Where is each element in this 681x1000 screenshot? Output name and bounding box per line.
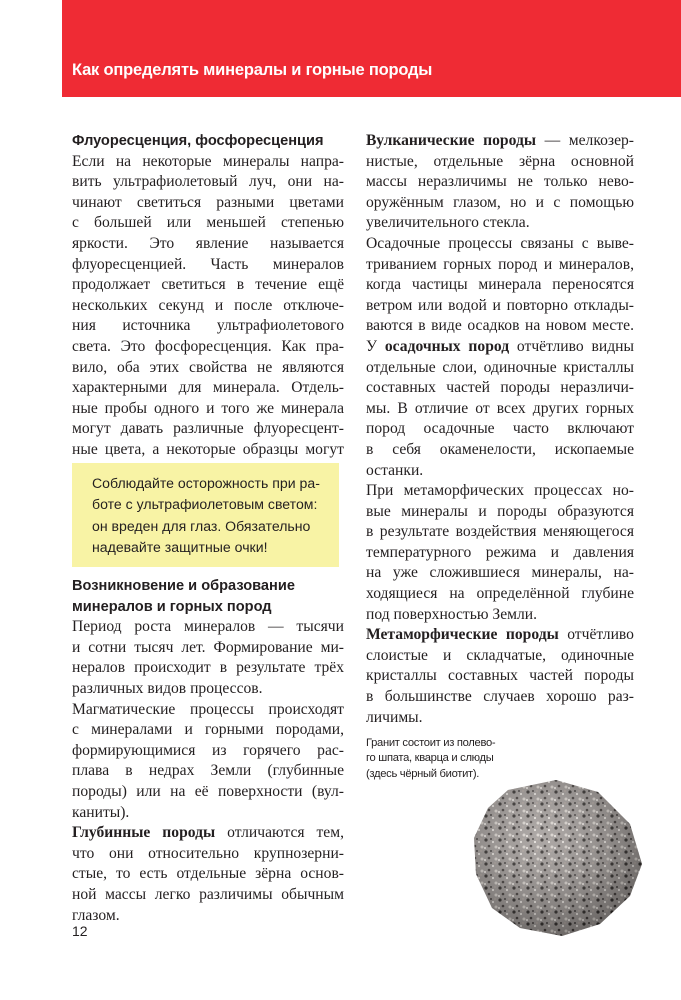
uv-warning-box	[72, 463, 339, 567]
caption-line: (здесь чёрный биотит).	[366, 767, 480, 780]
text-line: на уже сложившиеся минералы, на-	[366, 564, 634, 582]
text-line: Период роста минералов — тысячи	[72, 618, 344, 636]
text-line: пород осадочные часто включают	[366, 420, 634, 438]
granite-caption	[366, 736, 506, 782]
text-line: ные цвета, а некоторые образцы могут	[72, 440, 344, 458]
origin-section	[72, 576, 344, 926]
text-line: ной массы легко различимы обычным	[72, 885, 344, 903]
text-line: вые минералы и породы образуются	[366, 502, 634, 520]
text-line: с минералами и горными породами,	[72, 721, 344, 739]
left-column	[72, 131, 344, 481]
text-line: яркости. Это явление называется	[72, 234, 344, 252]
text-line: и сотни тысяч лет. Формирование ми-	[72, 638, 344, 656]
text-line	[366, 131, 634, 152]
origin-heading: минералов и горных пород	[72, 598, 272, 615]
text-line: слоистые и складчатые, одиночные	[366, 646, 634, 664]
text-line: породы) или на её поверхности (вул-	[72, 782, 344, 800]
text-line: температурного режима и давления	[366, 543, 634, 561]
warning-line: боте с ультрафиолетовым светом:	[92, 496, 318, 513]
header-band	[62, 0, 681, 97]
warning-line: Соблюдайте осторожность при ра-	[92, 475, 320, 491]
text-line: продолжает светиться в течение ещё	[72, 276, 344, 294]
text-line: Если на некоторые минералы напра-	[72, 152, 344, 170]
text-line: ветром или водой и повторно отклады-	[366, 296, 634, 314]
text-line: могут давать различные флуоресцент-	[72, 420, 344, 438]
fluorescence-paragraph	[72, 152, 344, 482]
text-line: в себя окаменелости, ископаемые	[366, 440, 634, 458]
text-line: оружённым глазом, но и с помощью	[366, 193, 634, 211]
text-line: каниты).	[72, 803, 130, 821]
text-line: флуоресценцией. Часть минералов	[72, 255, 344, 273]
caption-line: Гранит состоит из полево-	[366, 737, 496, 749]
text-line	[366, 625, 634, 646]
text-line: составных частей породы неразличи-	[366, 379, 634, 397]
origin-heading: Возникновение и образование	[72, 578, 295, 594]
deep-rocks-term: Глубинные породы	[72, 824, 216, 842]
text-line: Магматические процессы происходят	[72, 700, 344, 718]
text-line: ные пробы одного и того же минерала	[72, 399, 344, 417]
text-line: плава в недрах Земли (глубинные	[72, 762, 344, 780]
volcanic-rocks-term: Вулканические породы	[366, 132, 537, 149]
text-line: вило, оба этих свойства не являются	[72, 358, 344, 376]
text-line: нералов происходит в результате трёх	[72, 659, 344, 677]
text-line: Осадочные процессы связаны с выве-	[366, 234, 634, 252]
text-line: отдельные слои, одиночные кристаллы	[366, 358, 634, 376]
sedimentary-rocks-term: осадочных пород	[384, 337, 510, 355]
text-line: в результате воздействия меняющегося	[366, 523, 634, 541]
granite-photo	[470, 778, 645, 938]
text-line: кристаллы составных частей породы	[366, 667, 634, 685]
text-line	[366, 337, 634, 358]
text-line: ваются в виде осадков на новом месте.	[366, 317, 634, 335]
text-fragment: — мелкозер-	[536, 132, 634, 149]
text-fragment: отличаются тем,	[215, 824, 344, 842]
text-line: мы. В отличие от всех других горных	[366, 399, 634, 417]
text-line: стые, то есть отдельные зёрна основ-	[72, 865, 344, 883]
page-title: Как определять минералы и горные породы	[72, 61, 433, 79]
text-fragment: отчётливо	[558, 626, 634, 644]
text-line: чинают светиться разными цветами	[72, 193, 344, 211]
text-line: нистые, отдельные зёрна основной	[366, 152, 634, 170]
text-line: света. Это фосфоресценция. Как пра-	[72, 337, 344, 355]
text-line: что они относительно крупнозерни-	[72, 844, 344, 862]
text-line: характерными для минерала. Отдель-	[72, 379, 344, 397]
text-line: когда частицы минерала переносятся	[366, 276, 634, 294]
text-line: При метаморфических процессах но-	[366, 482, 634, 500]
text-line: ходящиеся на определённой глубине	[366, 585, 634, 603]
page-number: 12	[72, 923, 88, 939]
text-line: различных видов процессов.	[72, 679, 263, 697]
text-line: вить ультрафиолетовый луч, они на-	[72, 173, 344, 191]
text-line: в большинстве случаев хорошо раз-	[366, 688, 634, 706]
warning-line: надевайте защитные очки!	[92, 539, 268, 556]
metamorphic-rocks-term: Метаморфические породы	[366, 626, 559, 644]
caption-line: го шпата, кварца и слюды	[366, 752, 494, 765]
text-fragment: отчётливо видны	[509, 337, 634, 355]
text-line: формирующимися из горячего рас-	[72, 741, 344, 759]
granite-shading	[474, 780, 642, 936]
text-line: нескольких секунд и после отключе-	[72, 296, 344, 314]
text-line: триванием горных пород и минералов,	[366, 255, 634, 273]
text-line: личимы.	[366, 708, 423, 726]
text-line	[72, 823, 344, 844]
text-line: массы неразличимы не только нево-	[366, 173, 634, 191]
text-line: останки.	[366, 461, 424, 479]
text-fragment: У	[366, 337, 385, 355]
text-line: под поверхностью Земли.	[366, 605, 538, 623]
right-column	[366, 131, 634, 728]
text-line: с большей или меньшей степенью	[72, 214, 344, 232]
text-line: глазом.	[72, 906, 120, 924]
fluorescence-heading: Флуоресценция, фосфоресценция	[72, 133, 324, 149]
warning-line: он вреден для глаз. Обязательно	[92, 517, 311, 534]
text-line: увеличительного стекла.	[366, 214, 530, 232]
text-line: ния источника ультрафиолетового	[72, 317, 344, 335]
